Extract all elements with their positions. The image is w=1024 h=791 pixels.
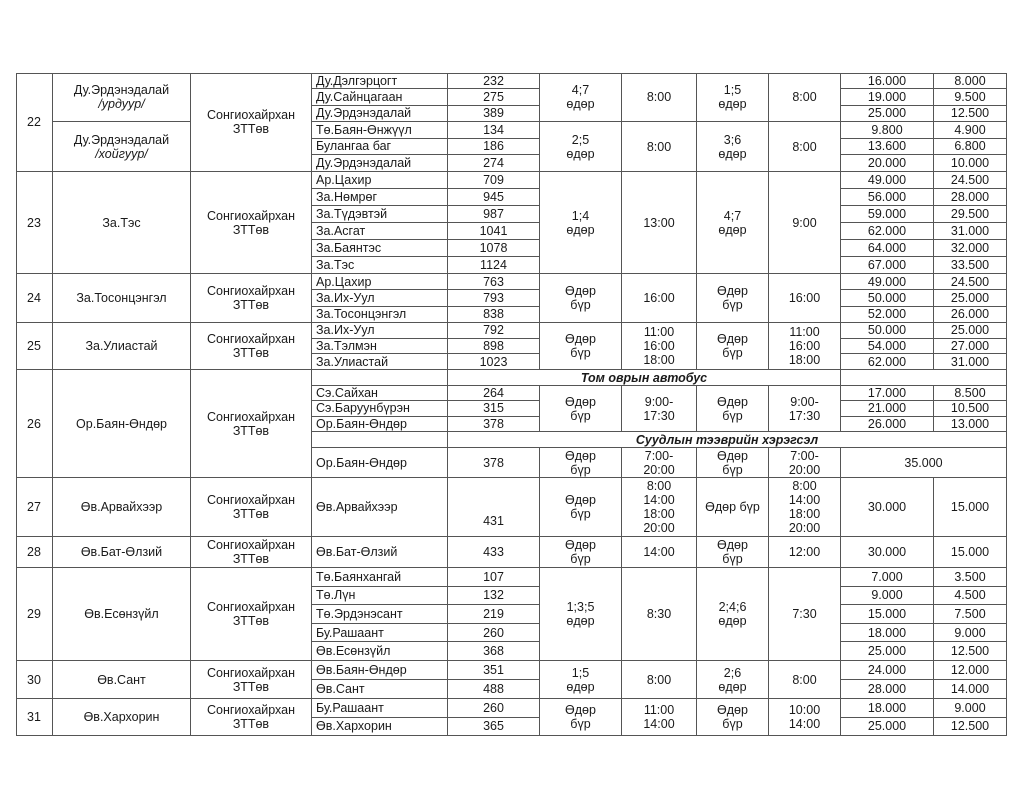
depart-time: 9:00- 17:30 — [622, 386, 697, 432]
depart-days: 4;7 өдөр — [540, 73, 622, 122]
route-name: Ду.Эрдэнэдалай — [73, 83, 170, 97]
depart-time: 16:00 — [622, 274, 697, 323]
fare-adult: 54.000 — [841, 339, 934, 355]
return-time: 8:00 — [769, 661, 841, 699]
fare-child: 25.000 — [934, 323, 1007, 339]
row-number: 24 — [16, 274, 53, 323]
return-days: 2;4;6 өдөр — [697, 568, 769, 661]
distance-km: 264 — [448, 386, 540, 401]
stop-name: Бу.Рашаант — [312, 624, 448, 643]
fare-adult: 64.000 — [841, 240, 934, 257]
origin-terminal: Сонгиохайрхан ЗТТөв — [191, 568, 312, 661]
origin-terminal: Сонгиохайрхан ЗТТөв — [191, 274, 312, 323]
depart-days: 1;5 өдөр — [540, 661, 622, 699]
stop-name: Ар.Цахир — [312, 274, 448, 290]
return-time: 12:00 — [769, 537, 841, 568]
fare-child: 10.000 — [934, 155, 1007, 172]
stop-name: Ду.Эрдэнэдалай — [312, 106, 448, 122]
depart-time: 13:00 — [622, 172, 697, 274]
fare-flat: 35.000 — [841, 448, 1007, 478]
depart-time: 8:00 — [622, 661, 697, 699]
stop-name: Тө.Баянхангай — [312, 568, 448, 587]
depart-days: Өдөр бүр — [540, 537, 622, 568]
stop-name: Тө.Лүн — [312, 587, 448, 606]
origin-terminal: Сонгиохайрхан ЗТТөв — [191, 661, 312, 699]
empty-cell — [312, 370, 448, 386]
distance-km: 793 — [448, 290, 540, 306]
fare-child: 12.000 — [934, 661, 1007, 680]
row-number: 29 — [16, 568, 53, 661]
stop-name: За.Их-Уул — [312, 290, 448, 306]
origin-terminal: Сонгиохайрхан ЗТТөв — [191, 370, 312, 478]
row-number: 30 — [16, 661, 53, 699]
fare-child: 10.500 — [934, 401, 1007, 416]
distance-km: 134 — [448, 122, 540, 139]
fare-child: 15.000 — [934, 537, 1007, 568]
fare-adult: 9.000 — [841, 587, 934, 606]
distance-km: 378 — [448, 448, 540, 478]
fare-adult: 26.000 — [841, 417, 934, 432]
origin-terminal: Сонгиохайрхан ЗТТөв — [191, 73, 312, 172]
fare-child: 13.000 — [934, 417, 1007, 432]
fare-adult: 25.000 — [841, 718, 934, 737]
route-destination: Өв.Есөнзүйл — [53, 568, 191, 661]
stop-name: За.Нөмрөг — [312, 189, 448, 206]
return-time: 7:30 — [769, 568, 841, 661]
distance-km: 186 — [448, 139, 540, 156]
fare-child: 8.000 — [934, 73, 1007, 89]
return-days: 2;6 өдөр — [697, 661, 769, 699]
fare-adult: 18.000 — [841, 624, 934, 643]
route-destination: Өв.Сант — [53, 661, 191, 699]
fare-child: 4.500 — [934, 587, 1007, 606]
fare-child: 31.000 — [934, 223, 1007, 240]
fare-child: 14.000 — [934, 680, 1007, 699]
fare-child: 32.000 — [934, 240, 1007, 257]
stop-name: Ду.Дэлгэрцогт — [312, 73, 448, 89]
fare-child: 29.500 — [934, 206, 1007, 223]
fare-adult: 18.000 — [841, 699, 934, 718]
fare-child: 4.900 — [934, 122, 1007, 139]
distance-km: 219 — [448, 605, 540, 624]
fare-adult: 16.000 — [841, 73, 934, 89]
section-header-bus: Том оврын автобус — [448, 370, 841, 386]
fare-child: 9.500 — [934, 89, 1007, 105]
return-days: Өдөр бүр — [697, 537, 769, 568]
fare-adult: 49.000 — [841, 172, 934, 189]
depart-days: Өдөр бүр — [540, 386, 622, 432]
row-number: 27 — [16, 478, 53, 537]
depart-days: Өдөр бүр — [540, 699, 622, 736]
origin-terminal: Сонгиохайрхан ЗТТөв — [191, 699, 312, 736]
fare-child: 12.500 — [934, 106, 1007, 122]
stop-name: Өв.Есөнзүйл — [312, 642, 448, 661]
depart-time: 8:30 — [622, 568, 697, 661]
fare-child: 26.000 — [934, 307, 1007, 323]
distance-km: 315 — [448, 401, 540, 416]
return-time: 9:00 — [769, 172, 841, 274]
depart-time: 8:00 14:00 18:00 20:00 — [622, 478, 697, 537]
route-destination: Өв.Бат-Өлзий — [53, 537, 191, 568]
stop-name: Ор.Баян-Өндөр — [312, 448, 448, 478]
return-days: 1;5 өдөр — [697, 73, 769, 122]
stop-name: Тө.Эрдэнэсант — [312, 605, 448, 624]
fare-adult: 67.000 — [841, 257, 934, 274]
origin-terminal: Сонгиохайрхан ЗТТөв — [191, 478, 312, 537]
fare-child: 3.500 — [934, 568, 1007, 587]
fare-adult: 15.000 — [841, 605, 934, 624]
return-time: 8:00 14:00 18:00 20:00 — [769, 478, 841, 537]
origin-terminal: Сонгиохайрхан ЗТТөв — [191, 323, 312, 370]
fare-adult: 56.000 — [841, 189, 934, 206]
stop-name: Тө.Баян-Өнжүүл — [312, 122, 448, 139]
depart-time: 11:00 14:00 — [622, 699, 697, 736]
fare-adult: 50.000 — [841, 290, 934, 306]
return-time: 11:00 16:00 18:00 — [769, 323, 841, 370]
depart-time: 7:00- 20:00 — [622, 448, 697, 478]
distance-km: 431 — [448, 478, 540, 537]
row-number: 22 — [16, 73, 53, 172]
distance-km: 368 — [448, 642, 540, 661]
row-number: 31 — [16, 699, 53, 736]
stop-name: За.Тэс — [312, 257, 448, 274]
return-time: 8:00 — [769, 73, 841, 122]
return-days: 3;6 өдөр — [697, 122, 769, 172]
stop-name: Ор.Баян-Өндөр — [312, 417, 448, 432]
fare-child: 28.000 — [934, 189, 1007, 206]
fare-adult: 25.000 — [841, 642, 934, 661]
depart-time: 8:00 — [622, 73, 697, 122]
empty-cell — [841, 370, 1007, 386]
row-number: 26 — [16, 370, 53, 478]
stop-name: За.Улиастай — [312, 354, 448, 370]
distance-km: 898 — [448, 339, 540, 355]
distance-km: 389 — [448, 106, 540, 122]
fare-child: 8.500 — [934, 386, 1007, 401]
fare-child: 15.000 — [934, 478, 1007, 537]
fare-child: 27.000 — [934, 339, 1007, 355]
fare-adult: 50.000 — [841, 323, 934, 339]
route-name: Ду.Эрдэнэдалай — [73, 132, 170, 147]
depart-time: 14:00 — [622, 537, 697, 568]
route-destination: Өв.Хархорин — [53, 699, 191, 736]
depart-days: Өдөр бүр — [540, 323, 622, 370]
return-time: 16:00 — [769, 274, 841, 323]
route-destination — [53, 122, 191, 172]
fare-child: 9.000 — [934, 699, 1007, 718]
fare-child: 6.800 — [934, 139, 1007, 156]
stop-name: За.Их-Уул — [312, 323, 448, 339]
stop-name: Өв.Сант — [312, 680, 448, 699]
distance-km: 274 — [448, 155, 540, 172]
stop-name: Бу.Рашаант — [312, 699, 448, 718]
row-number: 25 — [16, 323, 53, 370]
stop-name: Өв.Арвайхээр — [312, 478, 448, 537]
return-time: 8:00 — [769, 122, 841, 172]
row-number: 23 — [16, 172, 53, 274]
fare-adult: 52.000 — [841, 307, 934, 323]
stop-name: Ду.Сайнцагаан — [312, 89, 448, 105]
stop-name: За.Баянтэс — [312, 240, 448, 257]
fare-adult: 19.000 — [841, 89, 934, 105]
fare-adult: 20.000 — [841, 155, 934, 172]
fare-child: 12.500 — [934, 642, 1007, 661]
route-destination — [53, 73, 191, 122]
distance-km: 260 — [448, 699, 540, 718]
distance-km: 987 — [448, 206, 540, 223]
section-header-car: Суудлын тээврийн хэрэгсэл — [448, 432, 1007, 448]
route-direction: /хойгуур/ — [95, 146, 148, 161]
return-days: Өдөр бүр — [697, 274, 769, 323]
distance-km: 1041 — [448, 223, 540, 240]
fare-adult: 7.000 — [841, 568, 934, 587]
distance-km: 365 — [448, 718, 540, 737]
depart-days: 1;3;5 өдөр — [540, 568, 622, 661]
route-direction: /урдуур/ — [98, 97, 145, 111]
stop-name: За.Түдэвтэй — [312, 206, 448, 223]
depart-days: 1;4 өдөр — [540, 172, 622, 274]
distance-km: 488 — [448, 680, 540, 699]
stop-name: Булангаа баг — [312, 139, 448, 156]
return-days: Өдөр бүр — [697, 323, 769, 370]
fare-adult: 62.000 — [841, 354, 934, 370]
distance-km: 838 — [448, 307, 540, 323]
return-time: 9:00- 17:30 — [769, 386, 841, 432]
row-number: 28 — [16, 537, 53, 568]
stop-name: За.Тосонцэнгэл — [312, 307, 448, 323]
stop-name: Сэ.Сайхан — [312, 386, 448, 401]
distance-km: 433 — [448, 537, 540, 568]
stop-name: Өв.Баян-Өндөр — [312, 661, 448, 680]
distance-km: 1124 — [448, 257, 540, 274]
distance-km: 763 — [448, 274, 540, 290]
distance-km: 378 — [448, 417, 540, 432]
return-days: Өдөр бүр — [697, 699, 769, 736]
fare-adult: 25.000 — [841, 106, 934, 122]
fare-adult: 62.000 — [841, 223, 934, 240]
fare-child: 24.500 — [934, 274, 1007, 290]
depart-days: Өдөр бүр — [540, 274, 622, 323]
fare-adult: 24.000 — [841, 661, 934, 680]
fare-adult: 17.000 — [841, 386, 934, 401]
distance-km: 351 — [448, 661, 540, 680]
stop-name: Ар.Цахир — [312, 172, 448, 189]
route-destination: Өв.Арвайхээр — [53, 478, 191, 537]
fare-child: 25.000 — [934, 290, 1007, 306]
depart-time: 11:00 16:00 18:00 — [622, 323, 697, 370]
distance-km: 1023 — [448, 354, 540, 370]
distance-km: 232 — [448, 73, 540, 89]
stop-name: Өв.Бат-Өлзий — [312, 537, 448, 568]
stop-name: Сэ.Баруунбүрэн — [312, 401, 448, 416]
fare-adult: 59.000 — [841, 206, 934, 223]
fare-adult: 28.000 — [841, 680, 934, 699]
fare-child: 24.500 — [934, 172, 1007, 189]
fare-adult: 30.000 — [841, 537, 934, 568]
fare-adult: 49.000 — [841, 274, 934, 290]
origin-terminal: Сонгиохайрхан ЗТТөв — [191, 172, 312, 274]
depart-days: Өдөр бүр — [540, 478, 622, 537]
stop-name: За.Асгат — [312, 223, 448, 240]
return-time: 7:00- 20:00 — [769, 448, 841, 478]
distance-km: 709 — [448, 172, 540, 189]
return-days: Өдөр бүр — [697, 386, 769, 432]
origin-terminal: Сонгиохайрхан ЗТТөв — [191, 537, 312, 568]
fare-child: 9.000 — [934, 624, 1007, 643]
return-days: 4;7 өдөр — [697, 172, 769, 274]
distance-km: 107 — [448, 568, 540, 587]
distance-km: 945 — [448, 189, 540, 206]
route-destination: Ор.Баян-Өндөр — [53, 370, 191, 478]
stop-name: За.Тэлмэн — [312, 339, 448, 355]
empty-cell — [312, 432, 448, 448]
fare-child: 31.000 — [934, 354, 1007, 370]
fare-child: 12.500 — [934, 718, 1007, 737]
distance-km: 260 — [448, 624, 540, 643]
return-time: 10:00 14:00 — [769, 699, 841, 736]
fare-adult: 9.800 — [841, 122, 934, 139]
distance-km: 132 — [448, 587, 540, 606]
depart-days: Өдөр бүр — [540, 448, 622, 478]
route-destination: За.Тэс — [53, 172, 191, 274]
fare-child: 7.500 — [934, 605, 1007, 624]
fare-child: 33.500 — [934, 257, 1007, 274]
depart-time: 8:00 — [622, 122, 697, 172]
distance-km: 1078 — [448, 240, 540, 257]
route-destination: За.Тосонцэнгэл — [53, 274, 191, 323]
depart-days: 2;5 өдөр — [540, 122, 622, 172]
distance-km: 275 — [448, 89, 540, 105]
route-destination: За.Улиастай — [53, 323, 191, 370]
distance-km: 792 — [448, 323, 540, 339]
fare-adult: 21.000 — [841, 401, 934, 416]
return-days: Өдөр бүр — [697, 448, 769, 478]
fare-adult: 30.000 — [841, 478, 934, 537]
return-days: Өдөр бүр — [697, 478, 769, 537]
fare-adult: 13.600 — [841, 139, 934, 156]
stop-name: Өв.Хархорин — [312, 718, 448, 737]
stop-name: Ду.Эрдэнэдалай — [312, 155, 448, 172]
